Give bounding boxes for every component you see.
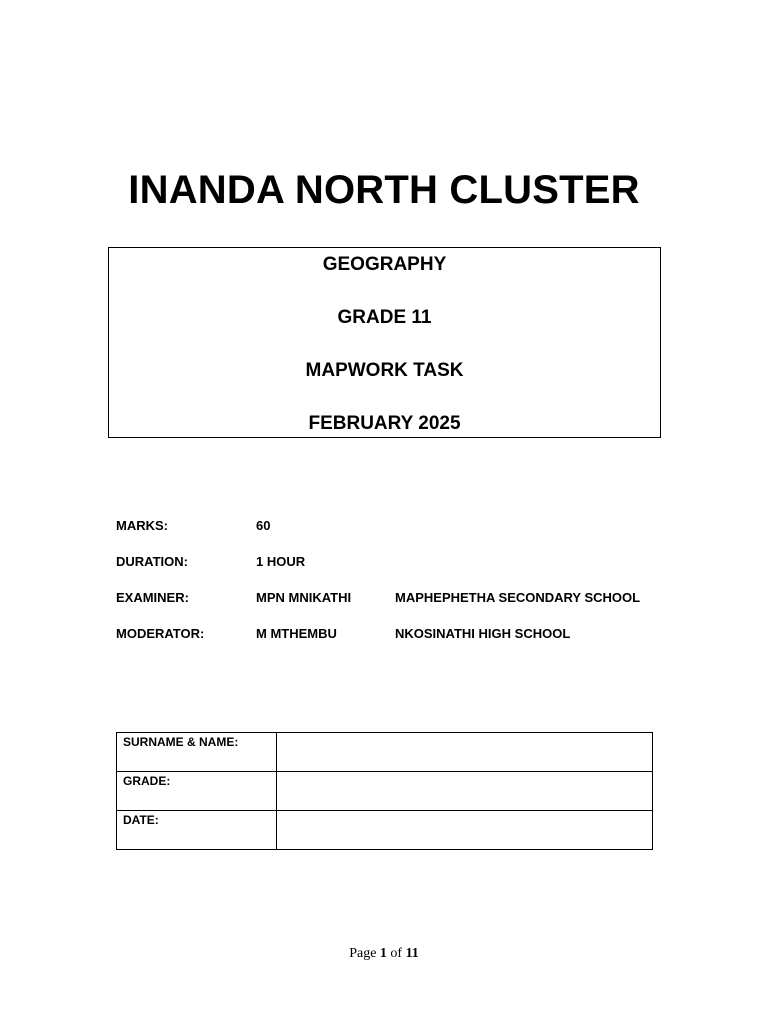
info-row-marks <box>116 518 676 554</box>
total-pages: 11 <box>405 946 419 961</box>
of-word: of <box>390 946 403 961</box>
info-label: DURATION: <box>116 554 188 569</box>
date-field[interactable] <box>277 811 653 850</box>
page-number <box>0 946 768 962</box>
info-row-duration <box>116 554 676 590</box>
exam-date: FEBRUARY 2025 <box>308 413 461 434</box>
grade-label: GRADE: <box>117 772 277 811</box>
current-page: 1 <box>379 946 387 961</box>
info-label: EXAMINER: <box>116 590 189 605</box>
exam-details <box>116 518 676 662</box>
info-row-moderator <box>116 626 676 662</box>
table-row <box>117 733 653 772</box>
table-row <box>117 772 653 811</box>
task-name: MAPWORK TASK <box>305 360 464 381</box>
page-word: Page <box>349 946 377 961</box>
info-value: 1 HOUR <box>256 554 306 569</box>
info-school: MAPHEPHETHA SECONDARY SCHOOL <box>395 590 641 605</box>
document-title: INANDA NORTH CLUSTER <box>128 168 640 212</box>
info-value: M MTHEMBU <box>256 626 337 641</box>
info-school: NKOSINATHI HIGH SCHOOL <box>395 626 571 641</box>
subject-info-box <box>108 247 661 438</box>
table-row <box>117 811 653 850</box>
info-value: 60 <box>256 518 271 533</box>
subject-name: GEOGRAPHY <box>322 254 447 275</box>
info-value: MPN MNIKATHI <box>256 590 352 605</box>
surname-name-field[interactable] <box>277 733 653 772</box>
surname-name-label: SURNAME & NAME: <box>117 733 277 772</box>
date-label: DATE: <box>117 811 277 850</box>
info-row-examiner <box>116 590 676 626</box>
grade-level: GRADE 11 <box>337 307 432 328</box>
info-label: MODERATOR: <box>116 626 205 641</box>
info-label: MARKS: <box>116 518 168 533</box>
student-details-table <box>116 732 653 850</box>
grade-field[interactable] <box>277 772 653 811</box>
